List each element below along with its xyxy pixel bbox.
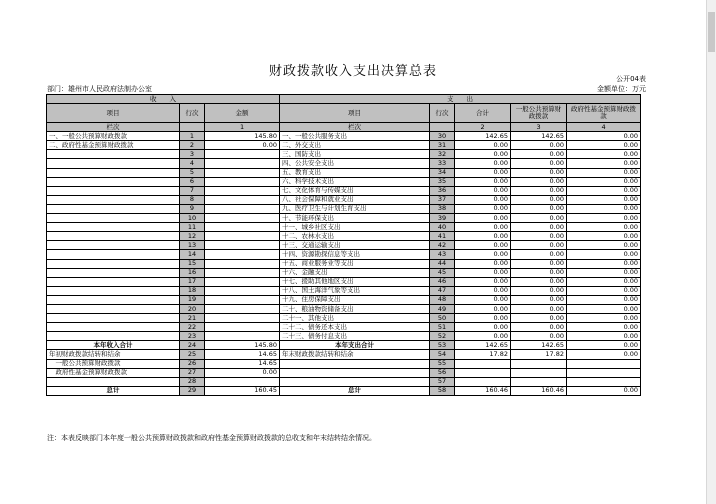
summary-gov-fund-value — [567, 377, 641, 386]
income-header: 收 入 — [47, 95, 280, 104]
expense-row-no: 47 — [430, 286, 455, 295]
income-item — [47, 323, 180, 332]
table-row — [47, 195, 641, 204]
expense-item: 七、文化体育与传媒支出 — [280, 186, 430, 195]
expense-row-no: 30 — [430, 132, 455, 141]
income-amount — [205, 214, 280, 223]
summary-income-item: 总计 — [47, 386, 180, 395]
expense-header: 支 出 — [280, 95, 641, 104]
header-row-sections — [47, 95, 641, 104]
summary-expense-item: 本年支出合计 — [280, 341, 430, 350]
general-budget-value: 0.00 — [511, 204, 567, 213]
general-budget-value: 0.00 — [511, 250, 567, 259]
expense-row-no: 45 — [430, 268, 455, 277]
table-row — [47, 286, 641, 295]
income-amount — [205, 259, 280, 268]
general-budget-value: 0.00 — [511, 223, 567, 232]
expense-row-no: 41 — [430, 232, 455, 241]
expense-row-no: 36 — [430, 186, 455, 195]
income-row-no: 20 — [180, 304, 205, 313]
summary-income-item: 政府性基金预算财政拨款 — [47, 368, 180, 377]
expense-item-header: 项目 — [280, 104, 430, 123]
summary-general-budget-value: 160.46 — [511, 386, 567, 395]
summary-general-budget-value: 142.65 — [511, 341, 567, 350]
summary-income-item: 本年收入合计 — [47, 341, 180, 350]
summary-row — [47, 368, 641, 377]
expense-rowno-header: 行次 — [430, 104, 455, 123]
summary-gov-fund-value — [567, 359, 641, 368]
col-index-1: 1 — [205, 123, 280, 132]
summary-total-value: 17.82 — [455, 350, 511, 359]
income-amount — [205, 177, 280, 186]
table-row — [47, 332, 641, 341]
expense-row-no: 51 — [430, 323, 455, 332]
summary-income-row-no: 27 — [180, 368, 205, 377]
income-row-no: 10 — [180, 214, 205, 223]
expense-item: 十二、农林水支出 — [280, 232, 430, 241]
income-row-no: 14 — [180, 250, 205, 259]
table-row — [47, 204, 641, 213]
expense-item: 十三、交通运输支出 — [280, 241, 430, 250]
gov-fund-value: 0.00 — [567, 314, 641, 323]
income-row-no: 12 — [180, 232, 205, 241]
expense-row-no: 40 — [430, 223, 455, 232]
total-value: 0.00 — [455, 204, 511, 213]
income-item — [47, 332, 180, 341]
gov-fund-value: 0.00 — [567, 204, 641, 213]
gov-fund-value: 0.00 — [567, 223, 641, 232]
expense-item: 十七、援助其他地区支出 — [280, 277, 430, 286]
income-amount — [205, 232, 280, 241]
income-row-no: 15 — [180, 259, 205, 268]
expense-item: 四、公共安全支出 — [280, 159, 430, 168]
summary-income-amount: 145.80 — [205, 341, 280, 350]
expense-item: 二十一、其他支出 — [280, 314, 430, 323]
budget-table — [46, 94, 641, 396]
income-amount — [205, 277, 280, 286]
expense-row-no: 33 — [430, 159, 455, 168]
summary-income-row-no: 29 — [180, 386, 205, 395]
general-budget-header: 一般公共预算财政拨款 — [511, 104, 567, 123]
general-budget-value: 0.00 — [511, 177, 567, 186]
income-item — [47, 304, 180, 313]
column-index-row — [47, 123, 641, 132]
income-amount — [205, 314, 280, 323]
expense-item: 十九、住房保障支出 — [280, 295, 430, 304]
col-index-3: 3 — [511, 123, 567, 132]
gov-fund-value: 0.00 — [567, 277, 641, 286]
general-budget-value: 0.00 — [511, 195, 567, 204]
total-value: 142.65 — [455, 132, 511, 141]
summary-row — [47, 359, 641, 368]
total-value: 0.00 — [455, 323, 511, 332]
summary-income-item: 年初财政拨款结转和结余 — [47, 350, 180, 359]
table-row — [47, 314, 641, 323]
gov-fund-value: 0.00 — [567, 323, 641, 332]
gov-fund-value: 0.00 — [567, 168, 641, 177]
summary-income-amount — [205, 377, 280, 386]
expense-row-no: 37 — [430, 195, 455, 204]
income-row-no: 11 — [180, 223, 205, 232]
expense-item: 十一、城乡社区支出 — [280, 223, 430, 232]
general-budget-value: 0.00 — [511, 150, 567, 159]
summary-income-row-no: 26 — [180, 359, 205, 368]
total-value: 0.00 — [455, 214, 511, 223]
summary-total-value — [455, 377, 511, 386]
table-row — [47, 277, 641, 286]
summary-income-row-no: 28 — [180, 377, 205, 386]
gov-fund-value: 0.00 — [567, 304, 641, 313]
general-budget-value: 0.00 — [511, 323, 567, 332]
summary-income-item: 一般公共预算财政拨款 — [47, 359, 180, 368]
expense-item: 五、教育支出 — [280, 168, 430, 177]
income-item — [47, 314, 180, 323]
general-budget-value: 0.00 — [511, 259, 567, 268]
total-value: 0.00 — [455, 223, 511, 232]
income-amount — [205, 195, 280, 204]
gov-fund-value: 0.00 — [567, 141, 641, 150]
income-row-no: 22 — [180, 323, 205, 332]
summary-expense-row-no: 58 — [430, 386, 455, 395]
gov-fund-value: 0.00 — [567, 286, 641, 295]
summary-general-budget-value — [511, 377, 567, 386]
income-item — [47, 159, 180, 168]
summary-gov-fund-value: 0.00 — [567, 386, 641, 395]
income-row-no: 5 — [180, 168, 205, 177]
col-index-empty — [180, 123, 205, 132]
expense-row-no: 35 — [430, 177, 455, 186]
income-amount — [205, 268, 280, 277]
income-amount — [205, 304, 280, 313]
income-row-no: 7 — [180, 186, 205, 195]
gov-fund-value: 0.00 — [567, 332, 641, 341]
expense-item: 二十、粮油物资储备支出 — [280, 304, 430, 313]
total-value: 0.00 — [455, 304, 511, 313]
income-row-no: 6 — [180, 177, 205, 186]
general-budget-value: 142.65 — [511, 132, 567, 141]
expense-item: 二、外交支出 — [280, 141, 430, 150]
total-value: 0.00 — [455, 195, 511, 204]
general-budget-value: 0.00 — [511, 286, 567, 295]
income-row-no: 8 — [180, 195, 205, 204]
total-value: 0.00 — [455, 186, 511, 195]
income-item — [47, 177, 180, 186]
general-budget-value: 0.00 — [511, 186, 567, 195]
income-row-no: 3 — [180, 150, 205, 159]
summary-row — [47, 386, 641, 395]
table-row — [47, 132, 641, 141]
income-row-no: 9 — [180, 204, 205, 213]
summary-income-amount: 14.65 — [205, 359, 280, 368]
income-row-no: 13 — [180, 241, 205, 250]
expense-row-no: 52 — [430, 332, 455, 341]
income-item — [47, 286, 180, 295]
general-budget-value: 0.00 — [511, 314, 567, 323]
table-row — [47, 232, 641, 241]
expense-item: 二十二、债务还本支出 — [280, 323, 430, 332]
total-value: 0.00 — [455, 259, 511, 268]
gov-fund-value: 0.00 — [567, 150, 641, 159]
header-row-columns — [47, 104, 641, 123]
gov-fund-value: 0.00 — [567, 268, 641, 277]
summary-total-value — [455, 359, 511, 368]
total-value: 0.00 — [455, 159, 511, 168]
summary-total-value: 142.65 — [455, 341, 511, 350]
income-item — [47, 241, 180, 250]
income-row-no: 19 — [180, 295, 205, 304]
total-value: 0.00 — [455, 241, 511, 250]
expense-item: 十、节能环保支出 — [280, 214, 430, 223]
summary-income-amount: 14.65 — [205, 350, 280, 359]
income-item — [47, 214, 180, 223]
table-row — [47, 268, 641, 277]
total-value: 0.00 — [455, 150, 511, 159]
general-budget-value: 0.00 — [511, 304, 567, 313]
income-row-no: 17 — [180, 277, 205, 286]
summary-expense-row-no: 57 — [430, 377, 455, 386]
expense-row-no: 31 — [430, 141, 455, 150]
summary-general-budget-value — [511, 368, 567, 377]
expense-row-no: 48 — [430, 295, 455, 304]
income-item — [47, 204, 180, 213]
income-row-no: 23 — [180, 332, 205, 341]
income-item: 一、一般公共预算财政拨款 — [47, 132, 180, 141]
income-amount — [205, 332, 280, 341]
general-budget-value: 0.00 — [511, 295, 567, 304]
expense-row-no: 34 — [430, 168, 455, 177]
gov-fund-value: 0.00 — [567, 214, 641, 223]
income-item — [47, 295, 180, 304]
expense-item: 二十三、债务付息支出 — [280, 332, 430, 341]
total-value: 0.00 — [455, 314, 511, 323]
total-value: 0.00 — [455, 332, 511, 341]
gov-fund-value: 0.00 — [567, 250, 641, 259]
income-amount — [205, 168, 280, 177]
income-row-no: 2 — [180, 141, 205, 150]
general-budget-value: 0.00 — [511, 268, 567, 277]
table-row — [47, 250, 641, 259]
gov-fund-value: 0.00 — [567, 295, 641, 304]
income-amount — [205, 150, 280, 159]
form-code: 公开04表 — [616, 75, 646, 83]
summary-row — [47, 377, 641, 386]
col-index-4: 4 — [567, 123, 641, 132]
general-budget-value: 0.00 — [511, 141, 567, 150]
summary-expense-item — [280, 377, 430, 386]
summary-income-row-no: 24 — [180, 341, 205, 350]
col-index-label-right: 栏次 — [280, 123, 430, 132]
table-row — [47, 186, 641, 195]
table-row — [47, 223, 641, 232]
total-value: 0.00 — [455, 232, 511, 241]
total-value: 0.00 — [455, 268, 511, 277]
gov-fund-header: 政府性基金预算财政拨款 — [567, 104, 641, 123]
vertical-scrollbar[interactable] — [706, 0, 716, 504]
income-item — [47, 259, 180, 268]
summary-expense-item: 年末财政拨款结转和结余 — [280, 350, 430, 359]
general-budget-value: 0.00 — [511, 232, 567, 241]
general-budget-value: 0.00 — [511, 168, 567, 177]
total-value: 0.00 — [455, 286, 511, 295]
income-row-no: 21 — [180, 314, 205, 323]
income-item — [47, 268, 180, 277]
general-budget-value: 0.00 — [511, 159, 567, 168]
summary-total-value: 160.46 — [455, 386, 511, 395]
expense-item: 十六、金融支出 — [280, 268, 430, 277]
table-row — [47, 304, 641, 313]
income-row-no: 4 — [180, 159, 205, 168]
expense-item: 一、一般公共服务支出 — [280, 132, 430, 141]
summary-expense-row-no: 54 — [430, 350, 455, 359]
total-value: 0.00 — [455, 250, 511, 259]
general-budget-value: 0.00 — [511, 332, 567, 341]
table-row — [47, 150, 641, 159]
expense-row-no: 38 — [430, 204, 455, 213]
income-amount — [205, 223, 280, 232]
col-index-empty-right — [430, 123, 455, 132]
income-item — [47, 232, 180, 241]
expense-item: 十八、国土海洋气象等支出 — [280, 286, 430, 295]
income-amount: 145.80 — [205, 132, 280, 141]
summary-total-value — [455, 368, 511, 377]
summary-expense-row-no: 53 — [430, 341, 455, 350]
summary-income-amount: 0.00 — [205, 368, 280, 377]
department-label: 部门：雄州市人民政府法制办公室 — [47, 85, 152, 93]
income-item — [47, 250, 180, 259]
income-amount — [205, 323, 280, 332]
table-row — [47, 295, 641, 304]
expense-row-no: 32 — [430, 150, 455, 159]
total-value: 0.00 — [455, 168, 511, 177]
summary-general-budget-value — [511, 359, 567, 368]
summary-expense-row-no: 56 — [430, 368, 455, 377]
expense-row-no: 43 — [430, 250, 455, 259]
income-amount-header: 金额 — [205, 104, 280, 123]
income-item — [47, 168, 180, 177]
table-row — [47, 177, 641, 186]
table-row — [47, 241, 641, 250]
income-row-no: 1 — [180, 132, 205, 141]
gov-fund-value: 0.00 — [567, 132, 641, 141]
report-title: 财政拨款收入支出决算总表 — [268, 64, 437, 79]
total-header: 合计 — [455, 104, 511, 123]
expense-row-no: 50 — [430, 314, 455, 323]
income-item: 二、政府性基金预算财政拨款 — [47, 141, 180, 150]
gov-fund-value: 0.00 — [567, 195, 641, 204]
income-item — [47, 195, 180, 204]
expense-item: 三、国防支出 — [280, 150, 430, 159]
summary-income-amount: 160.45 — [205, 386, 280, 395]
expense-row-no: 46 — [430, 277, 455, 286]
total-value: 0.00 — [455, 177, 511, 186]
income-row-no: 18 — [180, 286, 205, 295]
table-row — [47, 259, 641, 268]
income-amount — [205, 286, 280, 295]
summary-income-row-no: 25 — [180, 350, 205, 359]
expense-item: 八、社会保障和就业支出 — [280, 195, 430, 204]
general-budget-value: 0.00 — [511, 214, 567, 223]
summary-income-item — [47, 377, 180, 386]
table-row — [47, 141, 641, 150]
gov-fund-value: 0.00 — [567, 177, 641, 186]
summary-row — [47, 341, 641, 350]
table-row — [47, 214, 641, 223]
scrollbar-thumb[interactable] — [708, 12, 715, 52]
unit-label: 金额单位：万元 — [597, 85, 646, 93]
gov-fund-value: 0.00 — [567, 159, 641, 168]
expense-item: 十四、资源勘探信息等支出 — [280, 250, 430, 259]
summary-row — [47, 350, 641, 359]
income-item — [47, 277, 180, 286]
gov-fund-value: 0.00 — [567, 186, 641, 195]
general-budget-value: 0.00 — [511, 277, 567, 286]
summary-expense-item — [280, 368, 430, 377]
summary-expense-row-no: 55 — [430, 359, 455, 368]
expense-row-no: 42 — [430, 241, 455, 250]
income-amount — [205, 250, 280, 259]
expense-row-no: 49 — [430, 304, 455, 313]
expense-item: 十五、商业服务业等支出 — [280, 259, 430, 268]
col-index-label: 栏次 — [47, 123, 180, 132]
col-index-2: 2 — [455, 123, 511, 132]
income-amount — [205, 204, 280, 213]
table-row — [47, 159, 641, 168]
summary-gov-fund-value: 0.00 — [567, 341, 641, 350]
income-row-no: 16 — [180, 268, 205, 277]
summary-expense-item — [280, 359, 430, 368]
expense-row-no: 39 — [430, 214, 455, 223]
summary-gov-fund-value: 0.00 — [567, 350, 641, 359]
table-row — [47, 168, 641, 177]
total-value: 0.00 — [455, 295, 511, 304]
expense-item: 九、医疗卫生与计划生育支出 — [280, 204, 430, 213]
summary-expense-item: 总计 — [280, 386, 430, 395]
summary-gov-fund-value — [567, 368, 641, 377]
gov-fund-value: 0.00 — [567, 241, 641, 250]
income-amount — [205, 186, 280, 195]
income-rowno-header: 行次 — [180, 104, 205, 123]
income-item — [47, 150, 180, 159]
expense-row-no: 44 — [430, 259, 455, 268]
gov-fund-value: 0.00 — [567, 259, 641, 268]
expense-item: 六、科学技术支出 — [280, 177, 430, 186]
total-value: 0.00 — [455, 141, 511, 150]
summary-general-budget-value: 17.82 — [511, 350, 567, 359]
income-amount — [205, 159, 280, 168]
gov-fund-value: 0.00 — [567, 232, 641, 241]
table-row — [47, 323, 641, 332]
income-item-header: 项目 — [47, 104, 180, 123]
general-budget-value: 0.00 — [511, 241, 567, 250]
income-amount: 0.00 — [205, 141, 280, 150]
income-amount — [205, 241, 280, 250]
footnote: 注：本表反映部门本年度一般公共预算财政拨款和政府性基金预算财政拨款的总收支和年末结转结余情况。 — [47, 434, 376, 442]
income-item — [47, 186, 180, 195]
total-value: 0.00 — [455, 277, 511, 286]
income-amount — [205, 295, 280, 304]
income-item — [47, 223, 180, 232]
